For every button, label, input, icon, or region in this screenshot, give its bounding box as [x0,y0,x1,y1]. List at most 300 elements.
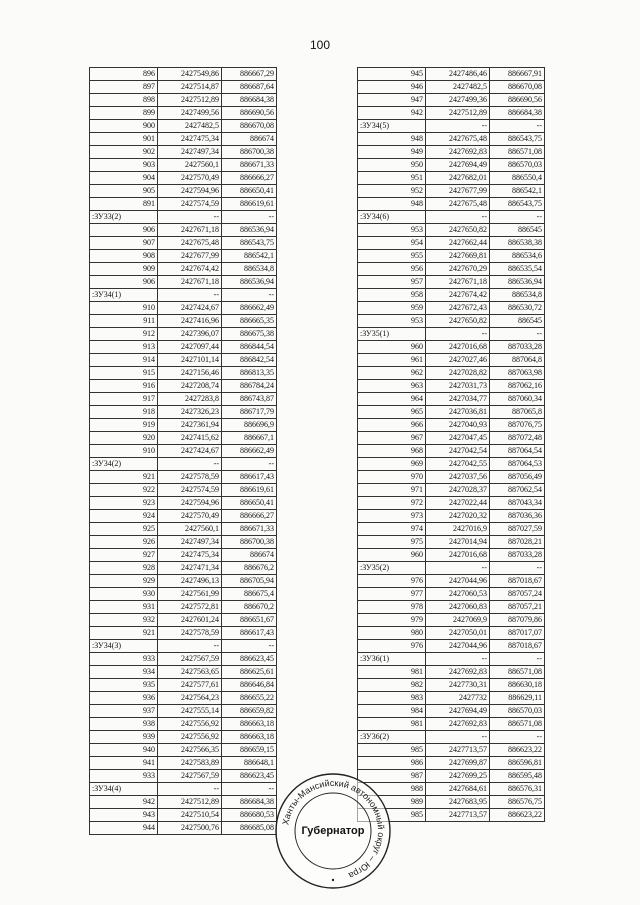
point-number-cell: :ЗУ34(5) [358,120,426,133]
y-coordinate-cell: 887033,28 [490,341,545,354]
y-coordinate-cell: 886542,1 [490,185,545,198]
table-row [90,94,277,107]
x-coordinate-cell: 2427016,68 [426,341,490,354]
x-coordinate-cell: 2427556,92 [158,731,222,744]
point-number-cell: :ЗУ35(2) [358,562,426,575]
point-number-cell: 903 [90,159,158,172]
table-row [358,653,545,666]
y-coordinate-cell: 886543,75 [490,198,545,211]
y-coordinate-cell: -- [222,640,277,653]
y-coordinate-cell: 886685,08 [222,822,277,835]
x-coordinate-cell: 2427482,5 [158,120,222,133]
table-row [90,822,277,835]
point-number-cell: 980 [358,627,426,640]
y-coordinate-cell: 886690,56 [490,94,545,107]
point-number-cell: 960 [358,549,426,562]
x-coordinate-cell: 2427671,18 [158,224,222,237]
point-number-cell: 921 [90,627,158,640]
table-row [90,81,277,94]
point-number-cell: 947 [358,94,426,107]
table-row [358,419,545,432]
point-number-cell: 907 [90,237,158,250]
table-row [90,796,277,809]
table-row [90,341,277,354]
y-coordinate-cell: -- [222,211,277,224]
y-coordinate-cell: 886684,38 [222,796,277,809]
table-row [90,614,277,627]
x-coordinate-cell: 2427500,76 [158,822,222,835]
x-coordinate-cell: 2427683,95 [426,796,490,809]
x-coordinate-cell: -- [426,120,490,133]
table-row [90,120,277,133]
x-coordinate-cell: 2427496,13 [158,575,222,588]
point-number-cell: 949 [358,146,426,159]
y-coordinate-cell: 886665,35 [222,315,277,328]
y-coordinate-cell: 886623,45 [222,770,277,783]
table-row [90,367,277,380]
x-coordinate-cell: 2427097,44 [158,341,222,354]
point-number-cell: 926 [90,536,158,549]
point-number-cell: :ЗУ35(1) [358,328,426,341]
point-number-cell: 933 [90,770,158,783]
x-coordinate-cell: 2427028,37 [426,484,490,497]
point-number-cell: 955 [358,250,426,263]
y-coordinate-cell: 887057,21 [490,601,545,614]
point-number-cell: 976 [358,575,426,588]
point-number-cell: :ЗУ34(3) [90,640,158,653]
x-coordinate-cell: 2427326,23 [158,406,222,419]
y-coordinate-cell: 887064,8 [490,354,545,367]
x-coordinate-cell: 2427577,61 [158,679,222,692]
x-coordinate-cell: 2427694,49 [426,159,490,172]
x-coordinate-cell: 2427650,82 [426,224,490,237]
table-row [358,354,545,367]
table-row [358,497,545,510]
table-row [358,510,545,523]
point-number-cell: 976 [358,640,426,653]
x-coordinate-cell: 2427730,31 [426,679,490,692]
y-coordinate-cell: 886666,27 [222,172,277,185]
x-coordinate-cell: 2427574,59 [158,484,222,497]
y-coordinate-cell: 886690,56 [222,107,277,120]
point-number-cell: 968 [358,445,426,458]
table-row [358,185,545,198]
point-number-cell: 924 [90,510,158,523]
point-number-cell: 961 [358,354,426,367]
table-row [358,705,545,718]
y-coordinate-cell: -- [490,211,545,224]
table-row [358,133,545,146]
y-coordinate-cell: 886570,03 [490,705,545,718]
table-row [90,705,277,718]
x-coordinate-cell: 2427037,56 [426,471,490,484]
table-row [358,211,545,224]
x-coordinate-cell: 2427283,8 [158,393,222,406]
table-row [90,588,277,601]
point-number-cell: 969 [358,458,426,471]
y-coordinate-cell: 886646,84 [222,679,277,692]
x-coordinate-cell: 2427014,94 [426,536,490,549]
table-row [358,68,545,81]
point-number-cell: 956 [358,263,426,276]
point-number-cell: 964 [358,393,426,406]
y-coordinate-cell: 886687,64 [222,81,277,94]
table-row [358,731,545,744]
y-coordinate-cell: 886663,18 [222,731,277,744]
point-number-cell: 896 [90,68,158,81]
y-coordinate-cell: 886571,08 [490,666,545,679]
table-row [358,744,545,757]
x-coordinate-cell: -- [158,640,222,653]
point-number-cell: 948 [358,133,426,146]
table-row [90,536,277,549]
y-coordinate-cell: 886674 [222,549,277,562]
x-coordinate-cell: 2427732 [426,692,490,705]
point-number-cell: 943 [90,809,158,822]
y-coordinate-cell: 887065,8 [490,406,545,419]
y-coordinate-cell: 886538,38 [490,237,545,250]
point-number-cell: 932 [90,614,158,627]
point-number-cell: 953 [358,315,426,328]
y-coordinate-cell: 886667,29 [222,68,277,81]
point-number-cell: 910 [90,445,158,458]
x-coordinate-cell: 2427578,59 [158,627,222,640]
y-coordinate-cell: 886663,18 [222,718,277,731]
point-number-cell: 941 [90,757,158,770]
x-coordinate-cell: 2427208,74 [158,380,222,393]
y-coordinate-cell: 886534,8 [490,289,545,302]
table-row [358,692,545,705]
x-coordinate-cell: 2427060,53 [426,588,490,601]
table-row [90,406,277,419]
coordinates-table-right [357,67,545,822]
y-coordinate-cell: 887033,28 [490,549,545,562]
x-coordinate-cell: -- [426,653,490,666]
point-number-cell: 950 [358,159,426,172]
seal-ring-text: Ханты-Мансийский автономный округ – Югра [280,777,387,881]
table-row [358,224,545,237]
table-row [90,289,277,302]
y-coordinate-cell: -- [490,653,545,666]
table-row [90,679,277,692]
x-coordinate-cell: 2427692,83 [426,666,490,679]
table-row [90,458,277,471]
y-coordinate-cell: 886617,43 [222,471,277,484]
table-row [90,172,277,185]
point-number-cell: 916 [90,380,158,393]
x-coordinate-cell: 2427424,67 [158,445,222,458]
point-number-cell: 954 [358,237,426,250]
point-number-cell: 981 [358,718,426,731]
x-coordinate-cell: 2427564,23 [158,692,222,705]
table-row [358,471,545,484]
y-coordinate-cell: 886670,08 [490,81,545,94]
table-row [90,237,277,250]
x-coordinate-cell: 2427069,9 [426,614,490,627]
y-coordinate-cell: 886671,33 [222,159,277,172]
table-row [90,315,277,328]
point-number-cell: 940 [90,744,158,757]
point-number-cell: 922 [90,484,158,497]
x-coordinate-cell: -- [158,289,222,302]
y-coordinate-cell: 886650,41 [222,497,277,510]
x-coordinate-cell: 2427020,32 [426,510,490,523]
x-coordinate-cell: 2427497,34 [158,536,222,549]
point-number-cell: 900 [90,120,158,133]
x-coordinate-cell: 2427671,18 [158,276,222,289]
table-row [358,614,545,627]
table-row [90,107,277,120]
table-row [90,419,277,432]
x-coordinate-cell: 2427574,59 [158,198,222,211]
x-coordinate-cell: 2427699,87 [426,757,490,770]
table-row [90,744,277,757]
point-number-cell: 989 [358,796,426,809]
y-coordinate-cell: 886619,61 [222,484,277,497]
table-row [90,731,277,744]
x-coordinate-cell: 2427684,61 [426,783,490,796]
table-row [90,575,277,588]
point-number-cell: 959 [358,302,426,315]
y-coordinate-cell: 886670,2 [222,601,277,614]
seal-center-text: Губернатор [301,825,365,837]
x-coordinate-cell: 2427499,56 [158,107,222,120]
table-row [90,159,277,172]
y-coordinate-cell: 886630,18 [490,679,545,692]
point-number-cell: 912 [90,328,158,341]
y-coordinate-cell: 886545 [490,315,545,328]
point-number-cell: 944 [90,822,158,835]
y-coordinate-cell: 886844,54 [222,341,277,354]
table-row [358,250,545,263]
x-coordinate-cell: 2427497,34 [158,146,222,159]
x-coordinate-cell: 2427566,35 [158,744,222,757]
table-row [90,549,277,562]
point-number-cell: :ЗУ36(1) [358,653,426,666]
point-number-cell: :ЗУ34(2) [90,458,158,471]
table-row [358,81,545,94]
y-coordinate-cell: 886666,27 [222,510,277,523]
x-coordinate-cell: 2427028,82 [426,367,490,380]
table-row [358,94,545,107]
point-number-cell: 975 [358,536,426,549]
x-coordinate-cell: 2427482,5 [426,81,490,94]
y-coordinate-cell: 886623,22 [490,809,545,822]
y-coordinate-cell: 886651,67 [222,614,277,627]
x-coordinate-cell: 2427475,34 [158,133,222,146]
point-number-cell: 987 [358,770,426,783]
table-row [358,549,545,562]
point-number-cell: 891 [90,198,158,211]
x-coordinate-cell: 2427027,46 [426,354,490,367]
table-row [90,393,277,406]
x-coordinate-cell: 2427670,29 [426,263,490,276]
table-row [90,250,277,263]
y-coordinate-cell: 886542,1 [222,250,277,263]
table-row [358,276,545,289]
table-row [90,510,277,523]
point-number-cell: 902 [90,146,158,159]
table-row [358,406,545,419]
point-number-cell: 906 [90,224,158,237]
x-coordinate-cell: 2427042,54 [426,445,490,458]
y-coordinate-cell: 887028,21 [490,536,545,549]
y-coordinate-cell: 886671,33 [222,523,277,536]
y-coordinate-cell: -- [222,289,277,302]
table-row [90,718,277,731]
table-row [358,146,545,159]
x-coordinate-cell: 2427416,96 [158,315,222,328]
point-number-cell: 929 [90,575,158,588]
x-coordinate-cell: 2427101,14 [158,354,222,367]
point-number-cell: 958 [358,289,426,302]
table-row [90,445,277,458]
y-coordinate-cell: 886662,49 [222,302,277,315]
x-coordinate-cell: 2427510,54 [158,809,222,822]
x-coordinate-cell: 2427560,1 [158,159,222,172]
table-row [90,133,277,146]
table-row [90,653,277,666]
y-coordinate-cell: 887036,36 [490,510,545,523]
x-coordinate-cell: 2427424,67 [158,302,222,315]
y-coordinate-cell: -- [222,783,277,796]
x-coordinate-cell: 2427415,62 [158,432,222,445]
table-row [358,562,545,575]
y-coordinate-cell: 886576,75 [490,796,545,809]
point-number-cell: 953 [358,224,426,237]
table-row [358,107,545,120]
x-coordinate-cell: 2427016,9 [426,523,490,536]
x-coordinate-cell: 2427669,81 [426,250,490,263]
point-number-cell: 966 [358,419,426,432]
y-coordinate-cell: 886595,48 [490,770,545,783]
table-row [358,627,545,640]
table-row [358,432,545,445]
y-coordinate-cell: 886543,75 [490,133,545,146]
y-coordinate-cell: 887018,67 [490,575,545,588]
point-number-cell: 986 [358,757,426,770]
table-row [90,68,277,81]
table-row [90,523,277,536]
point-number-cell: 960 [358,341,426,354]
point-number-cell: 962 [358,367,426,380]
y-coordinate-cell: 886675,38 [222,328,277,341]
y-coordinate-cell: 886570,03 [490,159,545,172]
y-coordinate-cell: 886543,75 [222,237,277,250]
y-coordinate-cell: 886659,82 [222,705,277,718]
point-number-cell: 937 [90,705,158,718]
point-number-cell: 952 [358,185,426,198]
point-number-cell: 939 [90,731,158,744]
point-number-cell: 945 [358,68,426,81]
x-coordinate-cell: 2427036,81 [426,406,490,419]
x-coordinate-cell: 2427060,83 [426,601,490,614]
y-coordinate-cell: 886576,31 [490,783,545,796]
y-coordinate-cell: 886535,54 [490,263,545,276]
y-coordinate-cell: 887057,24 [490,588,545,601]
table-row [358,393,545,406]
y-coordinate-cell: 886596,81 [490,757,545,770]
y-coordinate-cell: 887062,16 [490,380,545,393]
y-coordinate-cell: -- [490,562,545,575]
point-number-cell: 981 [358,666,426,679]
x-coordinate-cell: 2427044,96 [426,640,490,653]
table-row [358,718,545,731]
x-coordinate-cell: 2427567,59 [158,770,222,783]
point-number-cell: 927 [90,549,158,562]
x-coordinate-cell: 2427471,34 [158,562,222,575]
point-number-cell: 972 [358,497,426,510]
point-number-cell: 970 [358,471,426,484]
y-coordinate-cell: 886684,38 [222,94,277,107]
x-coordinate-cell: 2427583,89 [158,757,222,770]
point-number-cell: :ЗУ34(6) [358,211,426,224]
table-row [358,484,545,497]
x-coordinate-cell: 2427682,01 [426,172,490,185]
y-coordinate-cell: 886717,79 [222,406,277,419]
x-coordinate-cell: -- [158,458,222,471]
y-coordinate-cell: 886700,38 [222,536,277,549]
y-coordinate-cell: 886571,08 [490,718,545,731]
table-row [90,263,277,276]
point-number-cell: 984 [358,705,426,718]
x-coordinate-cell: 2427675,48 [426,198,490,211]
y-coordinate-cell: 886650,41 [222,185,277,198]
point-number-cell: 920 [90,432,158,445]
point-number-cell: 909 [90,263,158,276]
point-number-cell: 974 [358,523,426,536]
x-coordinate-cell: 2427016,68 [426,549,490,562]
y-coordinate-cell: 886662,49 [222,445,277,458]
table-row [90,497,277,510]
x-coordinate-cell: 2427396,07 [158,328,222,341]
x-coordinate-cell: 2427699,25 [426,770,490,783]
y-coordinate-cell: 886619,61 [222,198,277,211]
point-number-cell: 982 [358,679,426,692]
table-row [90,484,277,497]
table-row [358,458,545,471]
point-number-cell: 917 [90,393,158,406]
x-coordinate-cell: 2427514,87 [158,81,222,94]
y-coordinate-cell: 887060,34 [490,393,545,406]
y-coordinate-cell: 887079,86 [490,614,545,627]
y-coordinate-cell: 886705,94 [222,575,277,588]
x-coordinate-cell: -- [158,211,222,224]
table-row [358,588,545,601]
y-coordinate-cell: -- [222,458,277,471]
y-coordinate-cell: 887027,59 [490,523,545,536]
point-number-cell: 985 [358,809,426,822]
point-number-cell: 898 [90,94,158,107]
table-row [358,380,545,393]
point-number-cell: 925 [90,523,158,536]
y-coordinate-cell: 886629,11 [490,692,545,705]
table-row [358,302,545,315]
table-row [358,666,545,679]
y-coordinate-cell: 887043,34 [490,497,545,510]
y-coordinate-cell: 886784,24 [222,380,277,393]
table-row [90,562,277,575]
point-number-cell: 971 [358,484,426,497]
x-coordinate-cell: 2427713,57 [426,809,490,822]
x-coordinate-cell: 2427042,55 [426,458,490,471]
y-coordinate-cell: 887018,67 [490,640,545,653]
x-coordinate-cell: 2427034,77 [426,393,490,406]
y-coordinate-cell: 886670,08 [222,120,277,133]
x-coordinate-cell: 2427549,86 [158,68,222,81]
x-coordinate-cell: 2427675,48 [426,133,490,146]
y-coordinate-cell: 886659,15 [222,744,277,757]
